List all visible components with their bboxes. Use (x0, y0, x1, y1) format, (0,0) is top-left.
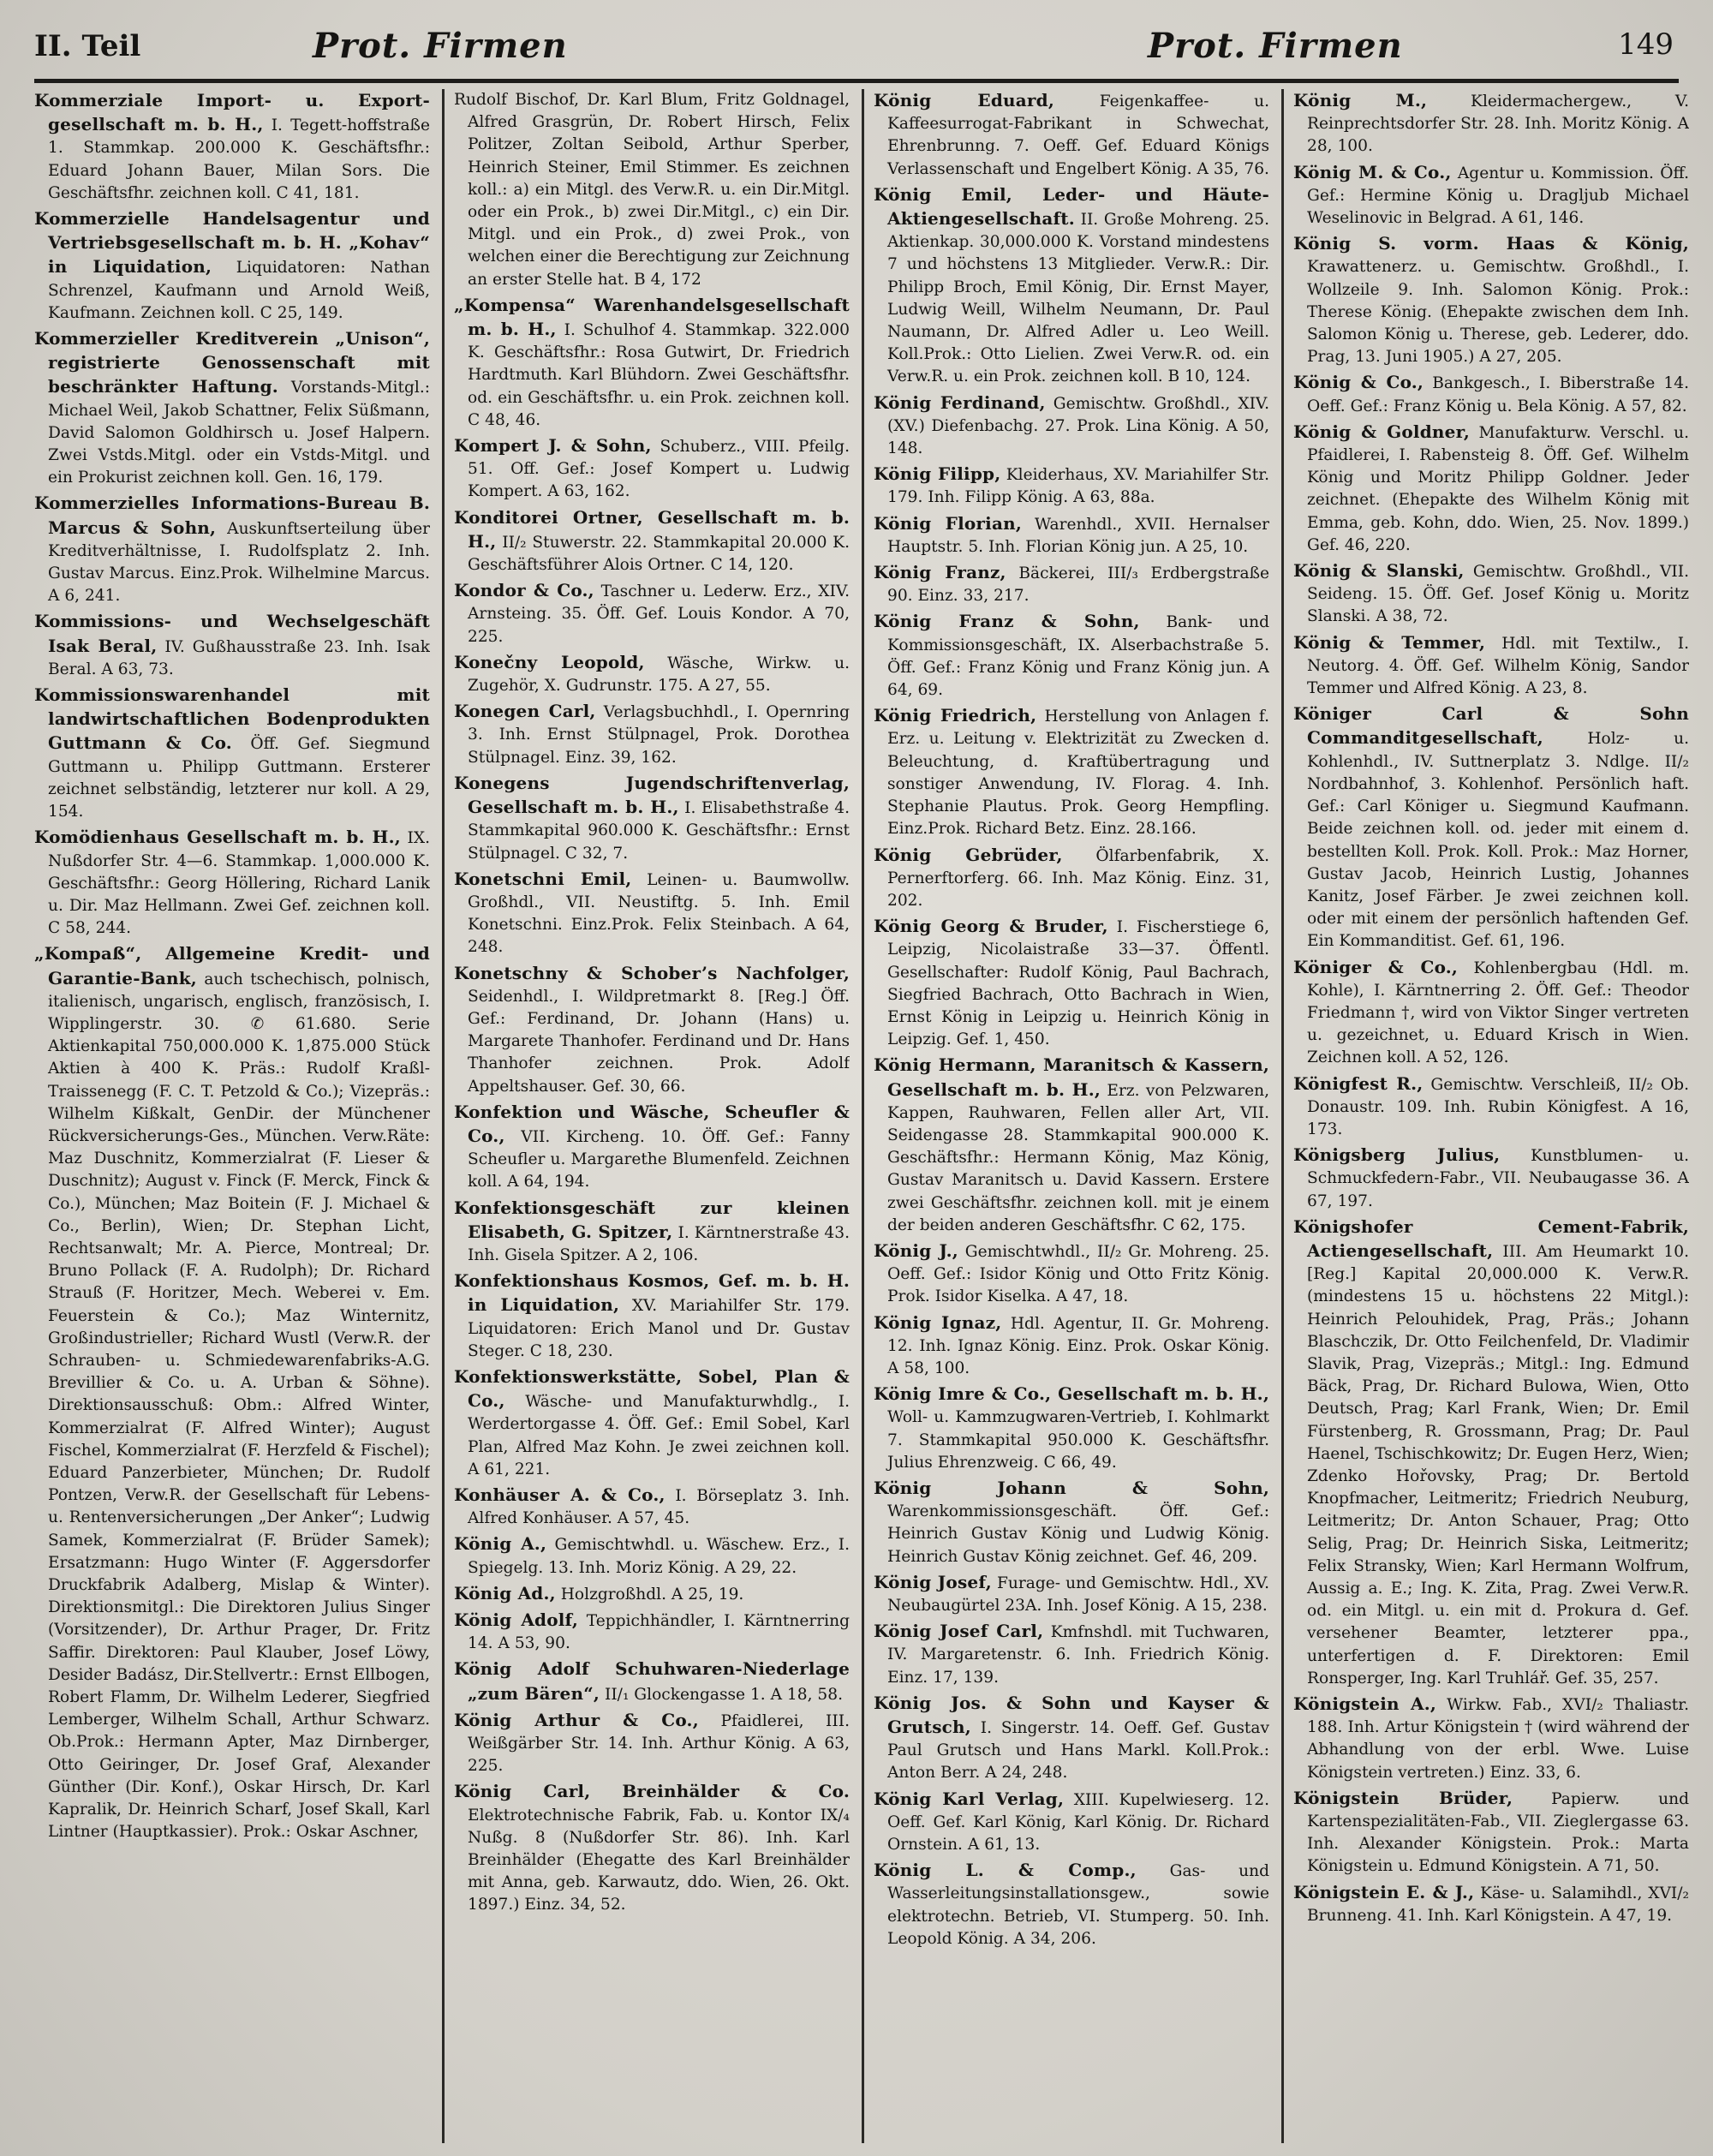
directory-entry (454, 1657, 850, 1705)
entry-details: Wäsche- und Manufakturwhdlg., I. Werdertorgasse 4. Öff. Gef.: Emil Sobel, Karl Plan, Alfred Maz Kohn. Je zwei zeichnen koll. A 61, 221. (468, 1393, 850, 1478)
directory-entry (454, 1101, 850, 1194)
entry-firm-name: König Carl, Breinhälder & Co. (454, 1781, 850, 1802)
entry-details: Hdl. Agentur, II. Gr. Mohreng. 12. Inh. Ignaz König. Einz. Prok. Oskar König. A 58, 100. (887, 1314, 1269, 1377)
entry-details: Woll- u. Kammzugwaren-Vertrieb, I. Kohlmarkt 7. Stammkapital 950.000 K. Geschäftsfhr. Julius Ehrenzweig. C 66, 49. (887, 1408, 1269, 1472)
entry-firm-name: König Florian, (874, 512, 1023, 534)
directory-entry (1293, 421, 1689, 557)
column-divider (862, 89, 864, 2143)
entry-firm-name: König Ad., (454, 1582, 556, 1604)
entry-details: Kunstblumen- u. Schmuckfedern-Fabr., VII. Neubaugasse 36. A 67, 197. (1307, 1147, 1689, 1210)
entry-details: Schuberz., VIII. Pfeilg. 51. Off. Gef.: Josef Kompert u. Ludwig Kompert. A 63, 162. (468, 438, 850, 501)
entry-firm-name: Kommerzielles Informations-Bureau B. Marcus & Sohn, (34, 493, 430, 538)
entry-details: Käse- u. Salamihdl., XVI/₂ Brunneng. 41. Inh. Karl Königstein. A 47, 19. (1307, 1884, 1689, 1925)
directory-entry (874, 1311, 1269, 1381)
entry-firm-name: König Georg & Bruder, (874, 916, 1108, 937)
entry-firm-name: König Josef Carl, (874, 1621, 1044, 1642)
directory-entry (34, 207, 430, 325)
directory-entry (1293, 559, 1689, 629)
entry-firm-name: Komödienhaus Gesellschaft m. b. H., (34, 827, 401, 848)
entry-details: Hdl. mit Textilw., I. Neutorg. 4. Öff. Gef. Wilhelm König, Sandor Temmer und Alfred König. A 23, 8. (1307, 634, 1689, 698)
entry-details: Seidenhdl., I. Wildpretmarkt 8. [Reg.] Öff. Gef.: Ferdinand, Dr. Johann (Hans) u. Margarete Thanhofer. Ferdinand und Dr. Hans Thanhofer zeichnen. Prok. Adolf Appeltshauser. Gef. 30, 66. (468, 987, 850, 1096)
directory-entry (874, 915, 1269, 1051)
entry-details: Holzgroßhdl. A 25, 19. (560, 1585, 744, 1604)
entry-details: IV. Gußhausstraße 23. Inh. Isak Beral. A 63, 73. (48, 637, 430, 678)
directory-entry (1293, 161, 1689, 230)
entry-details: Papierw. und Kartenspezialitäten-Fab., VII. Zieglergasse 63. Inh. Alexander Königstein. Prok.: Marta Königstein u. Edmund Königstein. A 71, 50. (1307, 1789, 1689, 1876)
directory-entry (874, 391, 1269, 461)
directory-entry (454, 1582, 850, 1606)
entry-firm-name: König Karl Verlag, (874, 1788, 1065, 1809)
directory-entry (874, 1239, 1269, 1309)
entry-firm-name: König Filipp, (874, 463, 1001, 485)
directory-entry (34, 826, 430, 940)
entry-details: I. Singerstr. 14. Oeff. Gef. Gustav Paul Grutsch und Hans Markl. Koll.Prok.: Anton Berr. A 24, 248. (887, 1719, 1269, 1783)
entry-firm-name: König Johann & Sohn, (874, 1477, 1269, 1498)
entry-firm-name: König Imre & Co., Gesellschaft m. b. H., (874, 1383, 1269, 1405)
entry-details: II/₁ Glockengasse 1. A 18, 58. (604, 1685, 843, 1704)
directory-entry (874, 463, 1269, 509)
entry-firm-name: Konfektionswerkstätte, Sobel, Plan & Co., (454, 1365, 850, 1412)
entry-details: Wirkw. Fab., XVI/₂ Thaliastr. 188. Inh. Artur Königstein † (wird während der Abhandlung von der erbl. Wwe. Luise Königstein vertreten.) Einz. 33, 6. (1307, 1696, 1689, 1782)
entry-details: Kleidermachergew., V. Reinprechtsdorfer Str. 28. Inh. Moritz König. A 28, 100. (1307, 93, 1689, 156)
entry-firm-name: Königstein E. & J., (1293, 1881, 1475, 1902)
directory-entry (1293, 956, 1689, 1070)
entry-firm-name: Königstein A., (1293, 1693, 1437, 1715)
directory-entry (1293, 631, 1689, 701)
entry-details: Öff. Gef. Siegmund Guttmann u. Philipp Guttmann. Ersterer zeichnet selbständig, letzterer nur koll. A 29, 154. (48, 735, 430, 821)
entry-firm-name: König Friedrich, (874, 705, 1037, 726)
directory-entry (454, 1197, 850, 1268)
entry-details: Gemischtw. Verschleiß, II/₂ Ob. Donaustr. 109. Inh. Rubin Königfest. A 16, 173. (1307, 1075, 1689, 1138)
entry-details: Furage- und Gemischtw. Hdl., XV. Neubaugürtel 23A. Inh. Josef König. A 15, 238. (887, 1574, 1269, 1615)
entry-firm-name: König M., (1293, 90, 1428, 110)
entry-details: Bank- und Kommissionsgeschäft, IX. Alserbachstraße 5. Öff. Gef.: Franz König und Franz König jun. A 64, 69. (887, 613, 1269, 700)
entry-details: Feigenkaffee- u. Kaffeesurrogat-Fabrikant in Schwechat, Ehrenbrunng. 7. Oeff. Gef. Eduard Königs Verlassenschaft und Engelbert König. A 35, 76. (887, 93, 1269, 178)
entry-firm-name: Kommerzieller Kreditverein „Unison“, registrierte Genossenschaft mit beschränkter Haftung. (34, 328, 430, 397)
entry-firm-name: „Kompaß“, Allgemeine Kredit- und Garantie-Bank, (34, 943, 430, 988)
entry-details: II. Große Mohreng. 25. Aktienkap. 30,000.000 K. Vorstand mindestens 7 und höchstens 13 Mitglieder. Verw.R.: Dir. Philipp Broch, Emil König, Dir. Ernst Mayer, Ludwig Weill, Wilhelm Neumann, Dr. Paul Naumann, Dr. Alfred Adler u. Leo Weill. Koll.Prok.: Otto Lielien. Zwei Verw.R. od. ein Verw.R. u. ein Prok. zeichnen koll. B 10, 124. (887, 211, 1269, 386)
page-number: 149 (1618, 27, 1674, 62)
entry-details: Warenkommissionsgeschäft. Öff. Gef.: Heinrich Gustav König und Ludwig König. Heinrich Gustav König zeichnet. Gef. 46, 209. (887, 1502, 1269, 1566)
directory-entry (874, 844, 1269, 913)
column-4 (1293, 89, 1689, 2143)
directory-entry (454, 579, 850, 648)
directory-entry (874, 1692, 1269, 1785)
directory-entry (874, 704, 1269, 840)
entry-details: Leinen- u. Baumwollw. Großhdl., VII. Neustiftg. 5. Inh. Emil Konetschni. Einz.Prok. Felix Steinbach. A 64, 248. (468, 870, 850, 957)
column-divider (1281, 89, 1284, 2143)
entry-firm-name: König Emil, Leder- und Häute-Aktiengesellschaft. (874, 183, 1269, 230)
directory-entry (454, 962, 850, 1098)
directory-entry (34, 492, 430, 607)
header-rule (34, 79, 1679, 83)
directory-entry (1293, 1787, 1689, 1878)
entry-details: III. Am Heumarkt 10. [Reg.] Kapital 20,000.000 K. Verw.R. (mindestens 15 u. höchstens 22 Mitgl.): Heinrich Pelouhidek, Prag, Präs.; Johann Blaschczik, Dr. Otto Feilchenfeld, Dr. Vladimir Slavik, Prag, Vizepräs.; Mitgl.: Ing. Edmund Bäck, Prag, Dr. Richard Bulowa, Wien, Otto Deutsch, Prag; Karl Frank, Wien; Dr. Emil Fürstenberg, R. Grossmann, Prag; Dr. Paul Haenel, Tschischkowitz; Dr. Eugen Herz, Wien; Zdenko Hořovsky, Prag; Dr. Bertold Knopfmacher, Leitmeritz; Friedrich Neuburg, Leitmeritz; Dr. Anton Schauer, Prag; Otto Selig, Prag; Dr. Heinrich Siska, Leitmeritz; Felix Stransky, Wien; Karl Hermann Wolfrum, Aussig a. E.; Ing. K. Zita, Prag. Zwei Verw.R. od. ein Mitgl. u. ein mit d. Prokura d. Gef. versehener Beamter, letzterer ppa., unterfertigen d. F. Direktoren: Emil Ronsperger, Ing. Karl Truhlář. Gef. 35, 257. (1307, 1242, 1689, 1687)
entry-firm-name: König Franz & Sohn, (874, 611, 1140, 632)
entry-details: IX. Nußdorfer Str. 4—6. Stammkap. 1,000.000 K. Geschäftsfhr.: Georg Höllering, Richard Lanik u. Dir. Maz Hellmann. Zwei Gef. zeichnen koll. C 58, 244. (48, 829, 430, 938)
entry-firm-name: König L. & Comp., (874, 1860, 1137, 1881)
entry-firm-name: König Hermann, Maranitsch & Kassern, Gesellschaft m. b. H., (874, 1054, 1269, 1100)
entry-firm-name: Kondor & Co., (454, 580, 594, 601)
entry-firm-name: König Ignaz, (874, 1311, 1002, 1333)
entry-details: I. Kärntnerstraße 43. Inh. Gisela Spitzer. A 2, 106. (468, 1223, 850, 1264)
directory-entry (1293, 1693, 1689, 1784)
directory-entry (874, 1383, 1269, 1474)
entry-details: XV. Mariahilfer Str. 179. Liquidatoren: Erich Manol und Dr. Gustav Steger. C 18, 230. (468, 1297, 850, 1360)
part-label: II. Teil (34, 29, 141, 63)
entry-details: Rudolf Bischof, Dr. Karl Blum, Fritz Goldnagel, Alfred Grasgrün, Dr. Robert Hirsch, Felix Politzer, Zoltan Seibold, Arthur Sperber, Heinrich Steiner, Emil Stimmer. Es zeichnen koll.: a) ein Mitgl. des Verw.R. u. ein Dir.Mitgl. oder ein Prok., b) zwei Dir.Mitgl., c) ein Dir. Mitgl. und ein Prok., d) zwei Prok., von welchen einer die Berechtigung zur Zeichnung an erster Stelle hat. B 4, 172 (454, 91, 850, 289)
entry-details: Taschner u. Lederw. Erz., XIV. Arnsteing. 35. Öff. Gef. Louis Kondor. A 70, 225. (468, 582, 850, 646)
entry-details: Ölfarbenfabrik, X. Pernerftorferg. 66. Inh. Maz König. Einz. 31, 202. (887, 846, 1269, 910)
directory-entry (874, 1620, 1269, 1689)
entry-firm-name: Königshofer Cement-Fabrik, Actiengesellschaft, (1293, 1215, 1689, 1261)
directory-entry (1293, 1072, 1689, 1142)
entry-details: Gemischtw. Großhdl., VII. Seideng. 15. Öff. Gef. Josef König u. Moritz Slanski. A 38, 72. (1307, 563, 1689, 626)
entry-details: Gas- und Wasserleitungsinstallationsgew., sowie elektrotechn. Betrieb, VI. Stumperg. 50. Inh. Leopold König. A 34, 206. (887, 1862, 1269, 1948)
entry-details: Agentur u. Kommission. Öff. Gef.: Hermine König u. Dragljub Michael Weselinovic in Belgrad. A 61, 146. (1307, 164, 1689, 228)
entry-firm-name: Kommissions- und Wechselgeschäft Isak Beral, (34, 611, 430, 656)
directory-entry (454, 1269, 850, 1363)
entry-details: Erz. von Pelzwaren, Kappen, Rauhwaren, Fellen aller Art, VII. Seidengasse 28. Stammkapital 900.000 K. Geschäftsfhr.: Hermann König, Maz König, Gustav Maranitsch u. David Kassern. Erstere zwei Geschäftsfhr. zeichnen koll. mit je einem der beiden anderen Geschäftsfhr. C 62, 175. (887, 1081, 1269, 1234)
directory-entry (1293, 1881, 1689, 1927)
entry-firm-name: König Ferdinand, (874, 391, 1046, 413)
entry-firm-name: König & Co., (1293, 372, 1424, 393)
page-header (34, 24, 1679, 77)
entry-details: Holz- u. Kohlenhdl., IV. Suttnerplatz 3. Ndlge. II/₂ Nordbahnhof, 3. Kohlenhof. Persönlich haft. Gef.: Carl Königer u. Siegmund Kaufmann. Beide zeichnen koll. od. jeder mit einem d. bestellten Koll. Prok. Koll. Prok.: Maz Horner, Gustav Jacob, Heinrich Lustig, Johannes Kanitz, Josef Färber. Je zwei zeichnen koll. oder mit einem der persönlich haftenden Gef. Ein Kommanditist. Gef. 61, 196. (1307, 730, 1689, 951)
directory-entry (1293, 232, 1689, 368)
entry-details: Bäckerei, III/₃ Erdbergstraße 90. Einz. 33, 217. (887, 564, 1269, 606)
directory-entry (874, 1571, 1269, 1617)
column-2 (454, 89, 850, 2143)
directory-entry (454, 1609, 850, 1655)
directory-entry (1293, 1215, 1689, 1690)
directory-entry (874, 1859, 1269, 1950)
directory-entry (874, 561, 1269, 607)
entry-details: VII. Kircheng. 10. Öff. Gef.: Fanny Scheufler u. Margarethe Blumenfeld. Zeichnen koll. A 64, 194. (468, 1127, 850, 1191)
entry-details: I. Elisabethstraße 4. Stammkapital 960.000 K. Geschäftsfhr.: Ernst Stülpnagel. C 32, 7. (468, 799, 850, 863)
entry-firm-name: Königer & Co., (1293, 956, 1459, 977)
entry-firm-name: Konditorei Ortner, Gesellschaft m. b. H., (454, 506, 850, 552)
directory-entry (874, 1477, 1269, 1568)
directory-entry (874, 89, 1269, 181)
entry-details: Gemischtwhdl. u. Wäschew. Erz., I. Spiegelg. 13. Inh. Moriz König. A 29, 22. (468, 1536, 850, 1577)
directory-entry (1293, 702, 1689, 953)
directory-entry (454, 868, 850, 959)
directory-entry (454, 772, 850, 865)
directory-entry (454, 1780, 850, 1916)
entry-details: Elektrotechnische Fabrik, Fab. u. Kontor IX/₄ Nußg. 8 (Nußdorfer Str. 86). Inh. Karl Breinhälder (Ehegatte des Karl Breinhälder mit Anna, geb. Karwautz, ddo. Wien, 26. Okt. 1897.) Einz. 34, 52. (468, 1806, 850, 1914)
entry-details: auch tschechisch, polnisch, italienisch, ungarisch, englisch, französisch, I. Wipplingerstr. 30. ✆ 61.680. Serie Aktienkapital 750,000.000 K. 1,875.000 Stück Aktien à 400 K. Präs.: Rudolf Kraßl-Traissenegg (F. C. T. Petzold & Co.); Vizepräs.: Wilhelm Kißkalt, GenDir. der Münchener Rückversicherungs-Ges., München. Verw.Räte: Maz Duschnitz, Kommerzialrat (F. Lieser & Duschnitz); August v. Finck (F. Merck, Finck & Co.), München; Maz Boitein (F. J. Michael & Co., Berlin), Wien; Dr. Stephan Licht, Rechtsanwalt; Mr. A. Pierce, Montreal; Dr. Bruno Pollack (F. A. Rudolph); Dr. Richard Strauß (F. Horitzer, Mech. Weberei v. Em. Feuerstein & Co.); Maz Winternitz, Großindustrieller; Richard Wustl (Verw.R. der Schrauben- u. Schmiedewarenfabriks-A.G. Brevillier & Co. u. A. Urban & Söhne). Direktionsausschuß: Obm.: Alfred Winter, Kommerzialrat (F. Alfred Winter); August Fischel, Kommerzialrat (F. Herzfeld & Fischel); Eduard Panzerbieter, München; Dr. Rudolf Pontzen, Verw.R. der Gesellschaft für Lebens- u. Rentenversicherungen „Der Anker“; Ludwig Samek, Kommerzialrat (F. Brüder Samek); Ersatzmann: Hugo Winter (F. Aggersdorfer Druckfabrik Adalberg, Mislap & Winter). Direktionsmitgl.: Die Direktoren Julius Singer (Vorsitzender), Dr. Arthur Prager, Dr. Fritz Saffir. Direktoren: Paul Klauber, Josef Löwy, Desider Badász, Dir.Stellvertr.: Ernst Ellbogen, Robert Flamm, Dr. Wilhelm Lederer, Siegfried Lemberger, Wilhelm Schall, Arthur Schwarz. Ob.Prok.: Hermann Apter, Maz Dirnberger, Otto Geiringer, Dr. Josef Graf, Alexander Günther (Dir. Konf.), Oskar Hirsch, Dr. Karl Kapralik, Dr. Heinrich Scharf, Josef Skall, Karl Lintner (Hauptkassier). Prok.: Oskar Aschner, (48, 970, 430, 1842)
directory-entry (454, 434, 850, 504)
directory-entry (454, 1484, 850, 1530)
entry-details: Pfaidlerei, III. Weißgärber Str. 14. Inh. Arthur König. A 63, 225. (468, 1711, 850, 1776)
directory-entry (1293, 89, 1689, 158)
entry-firm-name: König M. & Co., (1293, 161, 1452, 182)
directory-entry (454, 1709, 850, 1778)
directory-entry (454, 506, 850, 577)
entry-details: I. Fischerstiege 6, Leipzig, Nicolaistraße 33—37. Öffentl. Gesellschafter: Rudolf König, Paul Bachrach, Siegfried Bachrach, Otto Bachrach in Wien, Ernst König in Leipzig u. Heinrich König in Leipzig. Gef. 1, 450. (887, 918, 1269, 1049)
column-3 (874, 89, 1269, 2143)
entry-details: Kohlenbergbau (Hdl. m. Kohle), I. Kärntnerring 2. Öff. Gef.: Theodor Friedmann †, wird von Viktor Singer vertreten u. gezeichnet, u. Eduard Krisch in Wien. Zeichnen koll. A 52, 126. (1307, 959, 1689, 1067)
entry-details: Wäsche, Wirkw. u. Zugehör, X. Gudrunstr. 175. A 27, 55. (468, 654, 850, 696)
directory-entry (454, 89, 850, 291)
entry-details: II/₂ Stuwerstr. 22. Stammkapital 20.000 K. Geschäftsführer Alois Ortner. C 14, 120. (468, 533, 850, 575)
entry-details: Kleiderhaus, XV. Mariahilfer Str. 179. Inh. Filipp König. A 63, 88a. (887, 466, 1269, 507)
entry-firm-name: König Adolf Schuhwaren-Niederlage „zum Bären“, (454, 1658, 850, 1704)
entry-firm-name: König & Temmer, (1293, 631, 1486, 653)
entry-firm-name: König Gebrüder, (874, 844, 1063, 865)
directory-entry (454, 1365, 850, 1481)
entry-firm-name: Kommerziale Import- u. Export-gesellschaft m. b. H., (34, 90, 430, 135)
entry-firm-name: Konfektion und Wäsche, Scheufler & Co., (454, 1101, 850, 1146)
directory-entry (874, 1788, 1269, 1857)
entry-firm-name: König J., (874, 1239, 958, 1261)
entry-details: Liquidatoren: Nathan Schrenzel, Kaufmann und Arnold Weiß, Kaufmann. Zeichnen koll. C 25, 149. (48, 259, 430, 322)
entry-firm-name: Konetschny & Schober’s Nachfolger, (454, 962, 850, 983)
entry-details: I. Schulhof 4. Stammkap. 322.000 K. Geschäftsfhr.: Rosa Gutwirt, Dr. Friedrich Hardtmuth. Karl Blühdorn. Zwei Geschäftsfhr. od. ein Geschäftsfhr. u. ein Prok. zeichnen koll. C 48, 46. (468, 321, 850, 429)
entry-details: Kmfnshdl. mit Tuchwaren, IV. Margaretenstr. 6. Inh. Friedrich König. Einz. 17, 139. (887, 1623, 1269, 1687)
entry-details: Gemischtw. Großhdl., XIV. (XV.) Diefenbachg. 27. Prok. Lina König. A 50, 148. (887, 394, 1269, 458)
entry-details: Vorstands-Mitgl.: Michael Weil, Jakob Schattner, Felix Süßmann, David Salomon Goldhirsch u. Josef Halpern. Zwei Vstds.Mitgl. oder ein Vstds-Mitgl. und ein Prokurist zeichnen koll. Gen. 16, 179. (48, 379, 430, 487)
entry-firm-name: Konfektionshaus Kosmos, Gef. m. b. H. in Liquidation, (454, 1270, 850, 1316)
entry-details: I. Tegett-hoffstraße 1. Stammkap. 200.000 K. Geschäftsfhr.: Eduard Johann Bauer, Milan Sors. Die Geschäftsfhr. zeichnen koll. C 41, 181. (48, 116, 430, 202)
entry-firm-name: Konegens Jugendschriftenverlag, Gesellschaft m. b. H., (454, 772, 850, 818)
entry-firm-name: König Josef, (874, 1571, 992, 1592)
column-divider (442, 89, 445, 2143)
entry-details: Teppichhändler, I. Kärntnerring 14. A 53, 90. (468, 1612, 850, 1653)
directory-entry (454, 1532, 850, 1579)
entry-firm-name: König & Slanski, (1293, 560, 1465, 582)
directory-entry (454, 700, 850, 769)
entry-firm-name: Kommerzielle Handelsagentur und Vertriebsgesellschaft m. b. H. „Kohav“ in Liquidation, (34, 208, 430, 278)
running-head-left: Prot. Firmen (313, 26, 568, 66)
column-1 (34, 89, 430, 2143)
entry-firm-name: König Adolf, (454, 1610, 579, 1630)
directory-entry (454, 294, 850, 432)
entry-firm-name: König Franz, (874, 562, 1006, 583)
directory-entry (34, 89, 430, 205)
running-head-right: Prot. Firmen (1148, 26, 1403, 66)
entry-firm-name: Konhäuser A. & Co., (454, 1484, 666, 1505)
entry-firm-name: „Kompensa“ Warenhandelsgesellschaft m. b. H., (454, 294, 850, 340)
directory-entry (34, 327, 430, 489)
entry-details: Herstellung von Anlagen f. Erz. u. Leitung v. Elektrizität zu Zwecken d. Beleuchtung, d. Kraftübertragung und sonstiger Anwendung, IV. Florag. 4. Inh. Stephanie Plautus. Prok. Georg Hempfling. Einz.Prok. Richard Betz. Einz. 28.166. (887, 708, 1269, 839)
entry-firm-name: Konegen Carl, (454, 701, 596, 722)
entry-firm-name: König A., (454, 1533, 547, 1555)
entry-details: Manufakturw. Verschl. u. Pfaidlerei, I. Rabensteig 8. Öff. Gef. Wilhelm König und Moritz Philipp Goldner. Jeder zeichnet. (Ehepakte des Wilhelm König mit Emma, geb. Kohn, ddo. Wien, 25. Nov. 1899.) Gef. 46, 220. (1307, 423, 1689, 554)
entry-firm-name: König Eduard, (874, 90, 1055, 110)
directory-entry (874, 1054, 1269, 1237)
entry-firm-name: König S. vorm. Haas & König, (1293, 233, 1689, 254)
entry-details: Bankgesch., I. Biberstraße 14. Oeff. Gef.: Franz König u. Bela König. A 57, 82. (1307, 374, 1689, 415)
entry-firm-name: König Arthur & Co., (454, 1709, 699, 1730)
entry-details: XIII. Kupelwieserg. 12. Oeff. Gef. Karl König, Karl König. Dr. Richard Ornstein. A 61, 13. (887, 1790, 1269, 1854)
entry-firm-name: Königer Carl & Sohn Commanditgesellschaft, (1293, 703, 1689, 749)
entry-firm-name: König Jos. & Sohn und Kayser & Grutsch, (874, 1692, 1269, 1738)
directory-entry (34, 610, 430, 681)
entry-firm-name: König & Goldner, (1293, 421, 1471, 442)
entry-details: Auskunftserteilung über Kreditverhältnisse, I. Rudolfsplatz 2. Inh. Gustav Marcus. Einz.Prok. Wilhelmine Marcus. A 6, 241. (48, 519, 430, 606)
entry-firm-name: Konetschni Emil, (454, 868, 632, 889)
directory-entry (874, 183, 1269, 389)
entry-firm-name: Königsberg Julius, (1293, 1144, 1501, 1166)
entry-details: I. Börseplatz 3. Inh. Alfred Konhäuser. A 57, 45. (468, 1486, 850, 1528)
directory-entry (1293, 371, 1689, 417)
entry-firm-name: Kompert J. & Sohn, (454, 435, 652, 457)
directory-entry (874, 512, 1269, 558)
entry-firm-name: Konfektionsgeschäft zur kleinen Elisabeth, G. Spitzer, (454, 1197, 850, 1242)
directory-entry (1293, 1144, 1689, 1213)
directory-entry (34, 684, 430, 823)
directory-entry (874, 610, 1269, 702)
entry-details: Krawattenerz. u. Gemischtw. Großhdl., I. Wollzeile 9. Inh. Salomon König. Prok.: Therese König. (Ehepakte zwischen dem Inh. Salomon König u. Therese, geb. Lederer, ddo. Prag, 13. Juni 1905.) A 27, 205. (1307, 258, 1689, 367)
entry-details: Warenhdl., XVII. Hernalser Hauptstr. 5. Inh. Florian König jun. A 25, 10. (887, 515, 1269, 556)
directory-entry (34, 942, 430, 1843)
entry-firm-name: Konečny Leopold, (454, 651, 645, 672)
entry-firm-name: Königfest R., (1293, 1072, 1424, 1094)
entry-firm-name: Kommissionswarenhandel mit landwirtschaftlichen Bodenprodukten Guttmann & Co. (34, 684, 430, 754)
entry-firm-name: Königstein Brüder, (1293, 1787, 1513, 1808)
directory-entry (454, 651, 850, 697)
entry-details: Gemischtwhdl., II/₂ Gr. Mohreng. 25. Oeff. Gef.: Isidor König und Otto Fritz König. Prok. Isidor Kiselka. A 47, 18. (887, 1242, 1269, 1306)
entry-details: Verlagsbuchhdl., I. Opernring 3. Inh. Ernst Stülpnagel, Prok. Dorothea Stülpnagel. Einz. 39, 162. (468, 703, 850, 767)
